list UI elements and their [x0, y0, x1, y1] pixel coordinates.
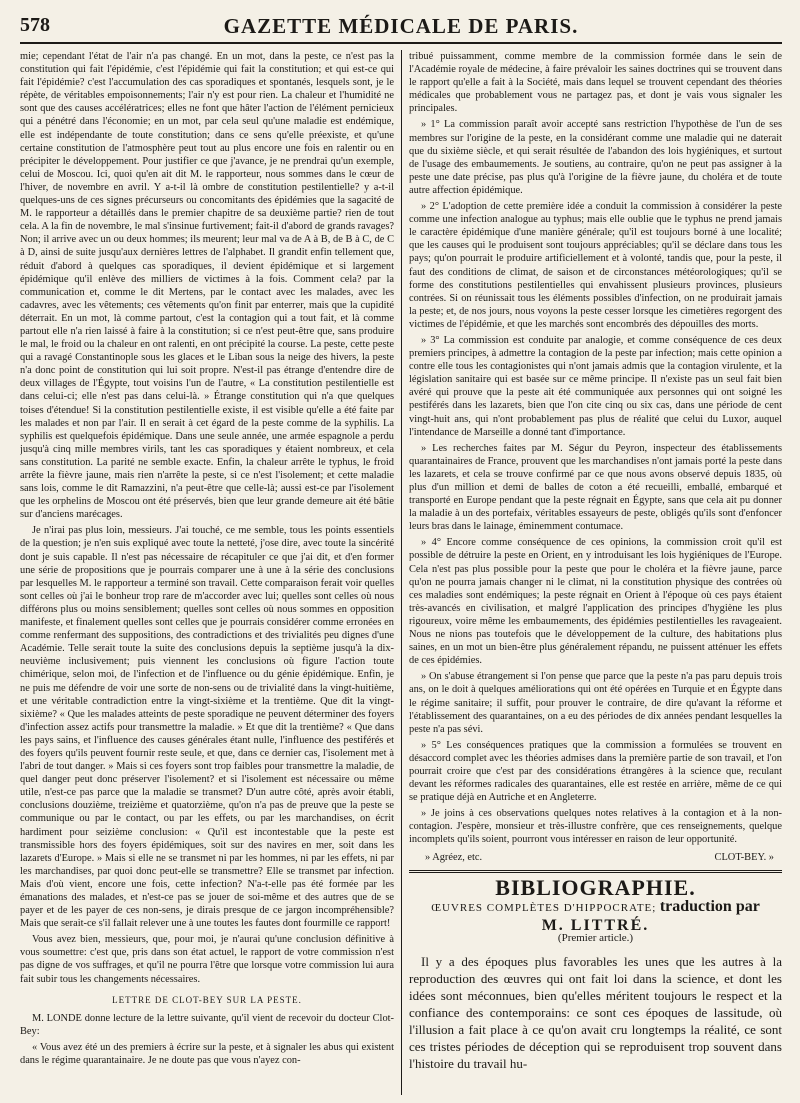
letter-signoff — [409, 851, 782, 864]
right-paragraph-9: » Je joins à ces observations quelques notes relatives à la contagion et à la non-contagion. J'espère, monsieur et très-illustre confrère, que ces renseignements, quelque incomplets qu'ils soient, pourront vous intéresser en raison de leur opportunité. — [409, 808, 782, 846]
right-paragraph-5: » Les recherches faites par M. Ségur du Peyron, inspecteur des établissements quarantainaires de France, prouvent que les marchandises n'ont jamais porté la peste dans les lazarets, et cela se trouve confirmé par ce que nous avons observé depuis 1835, où plus d'un million et demi de balles de coton a été recueilli, emballé, embarqué et transporté en Europe pendant que la peste régnait en Égypte, sans que cela ait pu donner la maladie à un des portefaix, véritables essayeurs de peste, obligés qu'ils sont d'enfoncer leurs bras dans le lainage, éminemment contumace. — [409, 442, 782, 533]
bibliography-body: Il y a des époques plus favorables les unes que les autres à la reproduction des œuvres qui ont fait loi dans la science, et dont les idées sont méconnues, bien qu'elles méritent toujours le respect et la confiance des contemporains: ce sont ces époques de lassitude, où l'illusion a fait place à ce qu'on avait cru longtemps la réalité, ce sont ces tristes périodes de déception qui se reproduisent trop souvent dans l'histoire du travail hu- — [409, 953, 782, 1071]
work-author: M. LITTRÉ. — [541, 916, 650, 934]
letter-closing: » Agréez, etc. — [425, 851, 483, 863]
letter-intro: M. LONDE donne lecture de la lettre suivante, qu'il vient de recevoir du docteur Clot-Bey: — [20, 1012, 394, 1037]
letter-signature: CLOT-BEY. » — [714, 851, 774, 863]
page-header — [20, 12, 782, 44]
right-column — [409, 50, 782, 1095]
bibliography-title: BIBLIOGRAPHIE. — [495, 874, 696, 900]
letter-heading: LETTRE DE CLOT-BEY SUR LA PESTE. — [112, 994, 302, 1005]
right-paragraph-7: » On s'abuse étrangement si l'on pense que parce que la peste n'a pas paru depuis trois ans, on le doit à quelques améliorations qui ont été opérées en Turquie et en Égypte dans le régime sanitaire; il suffit, pour prouver le contraire, de dire qu'avant la réforme et l'établissement des quarantaines, on a eu des périodes de dix années pendant lesquelles la peste n'a pas sévi. — [409, 671, 782, 735]
work-title — [409, 898, 782, 917]
work-title-suffix: traduction par — [659, 897, 760, 915]
left-paragraph-1: mie; cependant l'état de l'air n'a pas changé. En un mot, dans la peste, ce n'est pas la constitution qui fait l'épidémie, c'est l'épidémie qui fait la constitution; et qui est-ce qui fait l'épidémie? c'est l'accumulation des cas sporadiques et spontanés, lesquels sont, je le répète, de véritables empoisonnements; l'air n'y est pour rien. La chaleur et l'humidité ne sont que des causes accélératrices; elles ne font que hâter l'action de l'élément pernicieux qui a pénétré dans l'économie; en un mot, par cela seul qu'une maladie est endémique, elle est indépendante de toute constitution; dans ce sens qu'elle préexiste, et qu'une certaine constitution de l'atmosphère peut tout au plus encore une fois en ralentir ou en précipiter le développement. Pour justifier ce que j'avance, je ne prendrai qu'un exemple, celui de Moscou. Ici, quoi qu'en ait dit M. le rapporteur, nous sommes dans le cœur de l'hiver, de novembre en avril. Y a-t-il là ombre de constitution pestilentielle? y a-t-il quelques-uns de ces signes précurseurs ou concomitants des épidémies que la sagacité de M. le rapporteur a détaillés dans le premier chapitre de sa deuxième partie? rien de tout cela. A la fin de novembre, le mal s'insinue furtivement; fait-il d'abord de grands ravages? Non; il arrive avec un ou deux hommes; ils meurent; leur mal va de A à B, de B à C, de C à D, ainsi de suite jusqu'aux dernières lettres de l'alphabet. Il grandit enfin tellement que, réduit d'abord à quelques cas sporadiques, il devient épidémique et si largement épidémique qu'il enlève des milliers de victimes à la fois. Comment cela? par la communication et, comme le dit Mertens, par le contact avec les malades, avec les cadavres, avec les vêtements; ces vêtements qu'on finit par enterrer, mais que la cupidité déterrait. En un mot, là comme partout, c'est la contagion qui a tout fait, et là comme partout elle n'a rien laissé à faire à la constitution; si ce n'est peut-être que, sans produire le mal, le froid ou la chaleur en ont ralenti, en ont précipité la course. La peste, cette peste qui a ravagé Constantinople sous les glaces et le Liban sous la neige des hivers, la peste n'a donc point de constitution qui lui soit propre. N'est-il pas étrange d'entendre dire de deux villages de l'Égypte, tout voisins l'un de l'autre, « La constitution pestilentielle est dans celui-ci; elle n'est pas dans celui-là. » Étrange constitution qui n'a que quelques toises d'étendue! Si la constitution pestilentielle existe, il est visible qu'elle a été faite par les malades et non par l'air. Il en serait à cet égard de la peste comme de la syphilis. La syphilis est quelquefois épidémique. Dans une seule année, une armée espagnole a perdu jusqu'à cinq mille membres virils, tant les cas sporadiques y étaient nombreux, et cela sans constitution. La parité ne semble exacte. Enfin, la chaleur arrête le typhus, le froid arrête la fièvre jaune, mais rien n'arrête la peste, si ce n'est l'isolement; et cette maladie sans lois, comme le dit Ramazzini, n'a peut-être que celle-là; aussi est-ce par l'isolement que les orphelins de Moscou ont été préservés, bien que leur grande demeure ait été bâtie sur d'anciens marécages. — [20, 51, 394, 521]
left-paragraph-3: Vous avez bien, messieurs, que, pour moi, je n'aurai qu'une conclusion définitive à vous soumettre: c'est que, pris dans son état actuel, le rapport de votre commission n'est pas digne de vos suffrages, et qu'il ne pourra l'être que lorsque votre commission lui aura fait subir tous les changements nécessaires. — [20, 934, 394, 985]
right-paragraph-1: tribué puissamment, comme membre de la commission formée dans le sein de l'Académie royale de médecine, à faire prévaloir les saines doctrines qui se trouvent dans le rapport qu'elle a fait à la Société, mais dans lequel se trouvent cependant des théories médicales que probablement vous ne partagez pas, et dont je vais vous signaler les principales. — [409, 51, 782, 115]
work-title-prefix: ŒUVRES COMPLÈTES D'HIPPOCRATE; — [431, 901, 657, 914]
left-column — [20, 50, 394, 1095]
page-number: 578 — [20, 14, 50, 36]
right-paragraph-8: » 5° Les conséquences pratiques que la commission a formulées se trouvent en désaccord complet avec les théories admises dans la première partie de son travail, et l'on pourrait croire que c'est par des considérations étrangères à la science que, reculant devant les réformes radicales des quarantaines, elle est restée en arrière, même de ce qui se pratique déjà en Autriche et en Angleterre. — [409, 739, 782, 804]
left-paragraph-2: Je n'irai pas plus loin, messieurs. J'ai touché, ce me semble, tous les points essentiels de la question; je n'en suis expliqué avec toute la netteté, j'ose dire, avec toute la sincérité dont je suis capable. Il n'est pas nécessaire de récapituler ce que j'ai dit, et d'en former une série de propositions que je pourrais comparer une à une à la série des conclusions par lesquelles M. le rapporteur a terminé son travail. Cette comparaison ferait voir quelles sont celles où j'ai le bonheur trop rare de m'accorder avec lui; quelles sont celles où nous différons plus ou moins sensiblement; quelles sont celles où nous sommes en opposition manifeste, et finalement quelles sont celles que je pourrais considérer comme erronées en comme renfermant des suppositions, des contradictions et des trivialités peu dignes d'une Académie. Telle serait toute la suite des conclusions depuis la septième jusqu'à la dix-neuvième inclusivement; puis viennent les conclusions où figure l'action toute chimérique, selon moi, de l'infection et de l'influence ou du génie épidémique. Enfin, je ne puis me défendre de voir une sorte de non-sens ou de trivialité dans la vingt-huitième, et une véritable contradiction entre la vingt-sixième et la trentième. Que dit la vingt-sixième? « Que les malades atteints de peste sporadique ne peuvent déterminer des foyers d'infection assez actifs pour transmettre la maladie. » Et que dit la trentième? « Que dans les pays sains, et l'influence des causes générales étant nulle, l'influence des pestiférés et des foyers qu'ils peuvent fournir reste seule, et que, dans ce dernier cas, l'isolement met à l'abri de tout danger. » Mais si ces foyers sont trop faibles pour transmettre la maladie, de quel danger peut donc préserver l'isolement? et si l'isolement est nécessaire ou même utile, n'est-ce pas parce que la maladie se transmet? D'un autre côté, après avoir établi, conclusions douzième, treizième et quatorzième, qu'on n'a pas de preuve que la peste se communique ou par le contact, ou par les effets, ou par les marchandises, on écrit hardiment pour seizième conclusion: « Qu'il est incontestable que la peste est transmissible hors des foyers épidémiques, soit sur des navires en mer, soit dans les lazarets d'Europe. » Mais si elle ne se transmet ni par les hommes, ni par les effets, ni par les marchandises, par quoi donc peut-elle se transmettre? Elle se transmet par infection. Mais d'où vient, encore une fois, cette infection? N'a-t-elle pas été formée par les émanations des malades, et n'est-ce pas se jouer de soi-même et des autres que de se payer et de les payer de ces non-sens, je dirais presque de ce jargon incompréhensible? Mais que serait-ce s'il fallait relever une à une toutes les fautes dont fourmille ce rapport! — [20, 525, 394, 930]
right-paragraph-2: » 1° La commission paraît avoir accepté sans restriction l'hypothèse de l'un de ses membres sur l'origine de la peste, en la considérant comme une maladie qui ne daterait que du sixième siècle, et qui serait résultée de l'abandon des lois hygiéniques, et surtout de l'usage des embaumements. Je soutiens, au contraire, qu'on ne peut pas assigner à la peste une date précise, pas plus qu'à l'origine de la fièvre jaune, du choléra et de toute autre affection épidémique. — [409, 119, 782, 196]
right-paragraph-4: » 3° La commission est conduite par analogie, et comme conséquence de ces deux premiers principes, à admettre la contagion de la peste par infection; mais cette opinion a contre elle tous les contagionistes qui n'ont jamais admis que la contagion virulente, et la législation sanitaire qui est basée sur ce même principe. Il n'existe pas un seul fait bien avéré qui prouve que la peste ait été communiquée aux personnes qui ont soigné les pestiférés dans les lazarets, bien que l'on cite cinq ou six cas, dans une période de cent vingt-huit ans, qui n'ont probablement pas plus de réalité que celui du Luxor, auquel l'intendance de Marseille a donné tant d'importance. — [409, 334, 782, 438]
columns — [20, 50, 782, 1095]
section-divider — [409, 870, 782, 873]
right-paragraph-6: » 4° Encore comme conséquence de ces opinions, la commission croit qu'il est possible de détruire la peste en Orient, en y introduisant les lois hygiéniques de l'Europe. Cela n'est pas plus possible pour la peste que pour le choléra et la fièvre jaune, parce qu'on ne pourra jamais changer ni le climat, ni la constitution physique des contrées où ces maladies sont endémiques; la peste régnait en Orient à l'époque où ces pays étaient très-avancés en civilisation, et malgré l'application des principes d'hygiène les plus rigoureux, voire même les embaumements, des épidémies pestilentielles les ravageaient. Nous ne nions pas toutefois que le développement de la culture, des habitations plus saines, en un mot un bien-être plus généralement répandu, ne puissent atténuer les effets de ces épidémies. — [409, 537, 782, 667]
column-rule — [401, 50, 402, 1095]
article-note: (Premier article.) — [557, 931, 634, 944]
right-paragraph-3: » 2° L'adoption de cette première idée a conduit la commission à considérer la peste comme une infection analogue au typhus; mais elle oublie que le typhus ne prend jamais le caractère épidémique d'une manière générale; qu'il est toujours borné à une localité; que les causes qui le produisent sont toujours appréciables; qu'il se déclare dans tous les pays; qu'on pourrait le produire artificiellement et à volonté, tandis que, pour la peste, il faut des conditions de climat, de saison et de circonstances météorologiques; qu'il se forme des constitutions pestilentielles qui envahissent plusieurs provinces, plusieurs contrées. Si on réunissait tous les éléments possibles d'infection, on ne produirait jamais la peste; et, de nos jours, nous voyons la peste cesser lorsque les cimetières regorgent des victimes de l'épidémie, et que les marchés sont encombrés des dépouilles des morts. — [409, 201, 782, 330]
journal-title: GAZETTE MÉDICALE DE PARIS. — [223, 14, 579, 38]
letter-start: « Vous avez été un des premiers à écrire sur la peste, et à signaler les abus qui existent dans le régime quarantainaire. Je ne doute pas que vous n'ayez con- — [20, 1041, 394, 1067]
